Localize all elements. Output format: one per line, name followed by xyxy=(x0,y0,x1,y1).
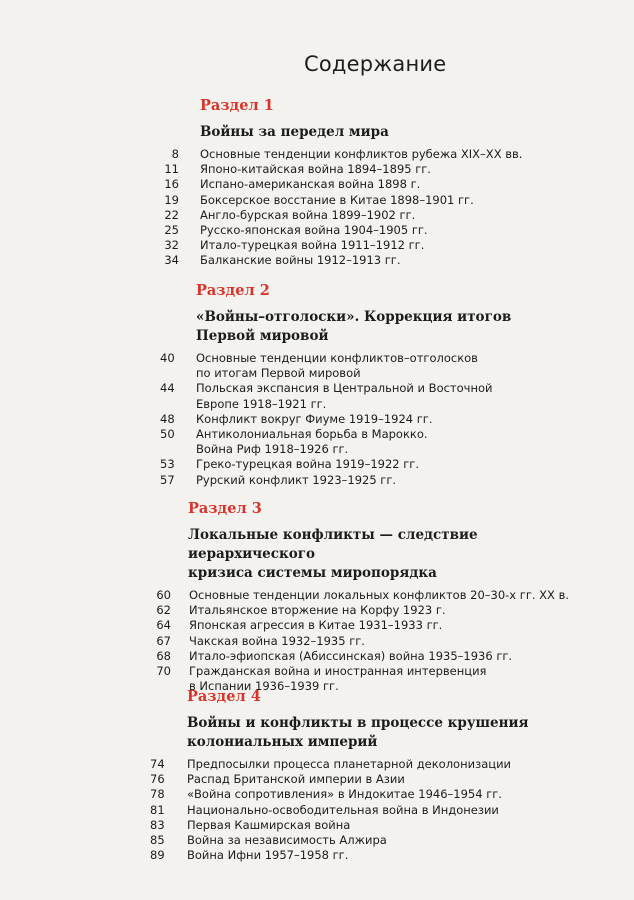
toc-entry[interactable] xyxy=(150,787,580,802)
section-label: Раздел 2 xyxy=(196,282,270,299)
page-number: 85 xyxy=(150,833,165,848)
entry-title: Гражданская война и иностранная интервенция в Испании 1936–1939 гг. xyxy=(189,664,487,694)
toc-entry[interactable] xyxy=(160,427,580,457)
page-number: 78 xyxy=(150,787,165,802)
toc-entry[interactable] xyxy=(160,351,580,381)
toc-entry[interactable] xyxy=(156,634,586,649)
page-number: 44 xyxy=(160,381,175,396)
section-1 xyxy=(160,97,580,269)
page-number: 50 xyxy=(160,427,175,442)
toc-entry[interactable] xyxy=(160,238,580,253)
section-3 xyxy=(156,500,586,694)
toc-entry[interactable] xyxy=(150,848,580,863)
section-title: Локальные конфликты — следствие иерархического кризиса системы миропорядка xyxy=(188,527,478,581)
entry-title: Рурский конфликт 1923–1925 гг. xyxy=(196,472,397,487)
entry-title: Японская агрессия в Китае 1931–1933 гг. xyxy=(189,618,443,633)
toc-entry[interactable] xyxy=(160,473,580,488)
toc-entry[interactable] xyxy=(150,803,580,818)
toc-entry[interactable] xyxy=(160,193,580,208)
page-title: Содержание xyxy=(304,52,447,76)
entry-title: Испано-американская война 1898 г. xyxy=(200,177,421,192)
entry-title: Японо-китайская война 1894–1895 гг. xyxy=(200,162,431,177)
page-number: 89 xyxy=(150,848,165,863)
page-number: 53 xyxy=(160,457,175,472)
entry-title: Распад Британской империи в Азии xyxy=(187,772,405,787)
toc-entry[interactable] xyxy=(160,162,580,177)
toc-entry[interactable] xyxy=(160,457,580,472)
toc-entry[interactable] xyxy=(160,253,580,268)
page-number: 19 xyxy=(164,192,179,207)
page-number: 40 xyxy=(160,351,175,365)
toc-entry[interactable] xyxy=(156,588,586,603)
page-number: 68 xyxy=(156,648,171,663)
entry-title: Национально-освободительная война в Индонезии xyxy=(187,802,499,817)
page-number: 32 xyxy=(164,238,179,253)
page-number: 81 xyxy=(150,802,165,817)
entry-title: «Война сопротивления» в Индокитае 1946–1954 гг. xyxy=(187,787,502,802)
entry-title: Балканские войны 1912–1913 гг. xyxy=(200,253,401,268)
toc-entry[interactable] xyxy=(156,603,586,618)
toc-entry[interactable] xyxy=(160,147,580,162)
page-number: 83 xyxy=(150,817,165,832)
entry-title: Основные тенденции конфликтов рубежа XIX–XX вв. xyxy=(200,147,523,161)
page-number: 22 xyxy=(164,207,179,222)
toc-entry[interactable] xyxy=(156,618,586,633)
entry-title: Война за независимость Алжира xyxy=(187,833,387,848)
toc-entry[interactable] xyxy=(160,381,580,411)
section-title: Войны и конфликты в процессе крушения колониальных империй xyxy=(187,715,529,750)
page-number: 60 xyxy=(156,588,171,602)
section-label: Раздел 3 xyxy=(188,500,262,517)
entry-title: Итальянское вторжение на Корфу 1923 г. xyxy=(189,603,446,618)
toc-entry[interactable] xyxy=(160,208,580,223)
section-title: «Войны–отголоски». Коррекция итогов Первой мировой xyxy=(196,309,512,344)
toc-entry[interactable] xyxy=(150,818,580,833)
entry-title: Конфликт вокруг Фиуме 1919–1924 гг. xyxy=(196,411,433,426)
page-number: 76 xyxy=(150,772,165,787)
section-2 xyxy=(160,282,580,488)
page-number: 11 xyxy=(164,162,179,177)
page-number: 70 xyxy=(156,664,171,679)
entry-title: Основные тенденции локальных конфликтов 20–30-х гг. XX в. xyxy=(189,588,570,602)
section-title: Войны за передел мира xyxy=(200,124,389,140)
page-number: 48 xyxy=(160,411,175,426)
toc-entry[interactable] xyxy=(150,757,580,772)
entry-title: Предпосылки процесса планетарной деколонизации xyxy=(187,757,512,771)
toc-entry[interactable] xyxy=(150,772,580,787)
entry-title: Русско-японская война 1904–1905 гг. xyxy=(200,223,428,238)
page-number: 16 xyxy=(164,177,179,192)
entry-title: Итало-турецкая война 1911–1912 гг. xyxy=(200,238,425,253)
toc-entry[interactable] xyxy=(160,177,580,192)
toc-entry[interactable] xyxy=(160,223,580,238)
page-number: 25 xyxy=(164,223,179,238)
page-number: 57 xyxy=(160,472,175,487)
toc-entry[interactable] xyxy=(160,412,580,427)
page-number: 62 xyxy=(156,603,171,618)
toc-entry[interactable] xyxy=(150,833,580,848)
section-label: Раздел 1 xyxy=(200,97,274,114)
page-number: 74 xyxy=(150,757,165,771)
section-label: Раздел 4 xyxy=(187,688,261,705)
entry-title: Итало-эфиопская (Абиссинская) война 1935–1936 гг. xyxy=(189,648,513,663)
entry-title: Англо-бурская война 1899–1902 гг. xyxy=(200,207,416,222)
entry-title: Основные тенденции конфликтов–отголосков по итогам Первой мировой xyxy=(196,351,478,381)
entry-title: Чакская война 1932–1935 гг. xyxy=(189,633,365,648)
page-number: 67 xyxy=(156,633,171,648)
entry-title: Первая Кашмирская война xyxy=(187,817,351,832)
entry-title: Антиколониальная борьба в Марокко. Война Риф 1918–1926 гг. xyxy=(196,427,428,457)
page-number: 64 xyxy=(156,618,171,633)
entry-title: Греко-турецкая война 1919–1922 гг. xyxy=(196,457,419,472)
page-number: 34 xyxy=(164,253,179,268)
toc-entry[interactable] xyxy=(156,649,586,664)
section-4 xyxy=(150,688,580,863)
entry-title: Боксерское восстание в Китае 1898–1901 гг. xyxy=(200,192,474,207)
entry-title: Польская экспансия в Центральной и Восточной Европе 1918–1921 гг. xyxy=(196,381,493,411)
page-number: 8 xyxy=(171,147,179,161)
entry-title: Война Ифни 1957–1958 гг. xyxy=(187,848,349,863)
